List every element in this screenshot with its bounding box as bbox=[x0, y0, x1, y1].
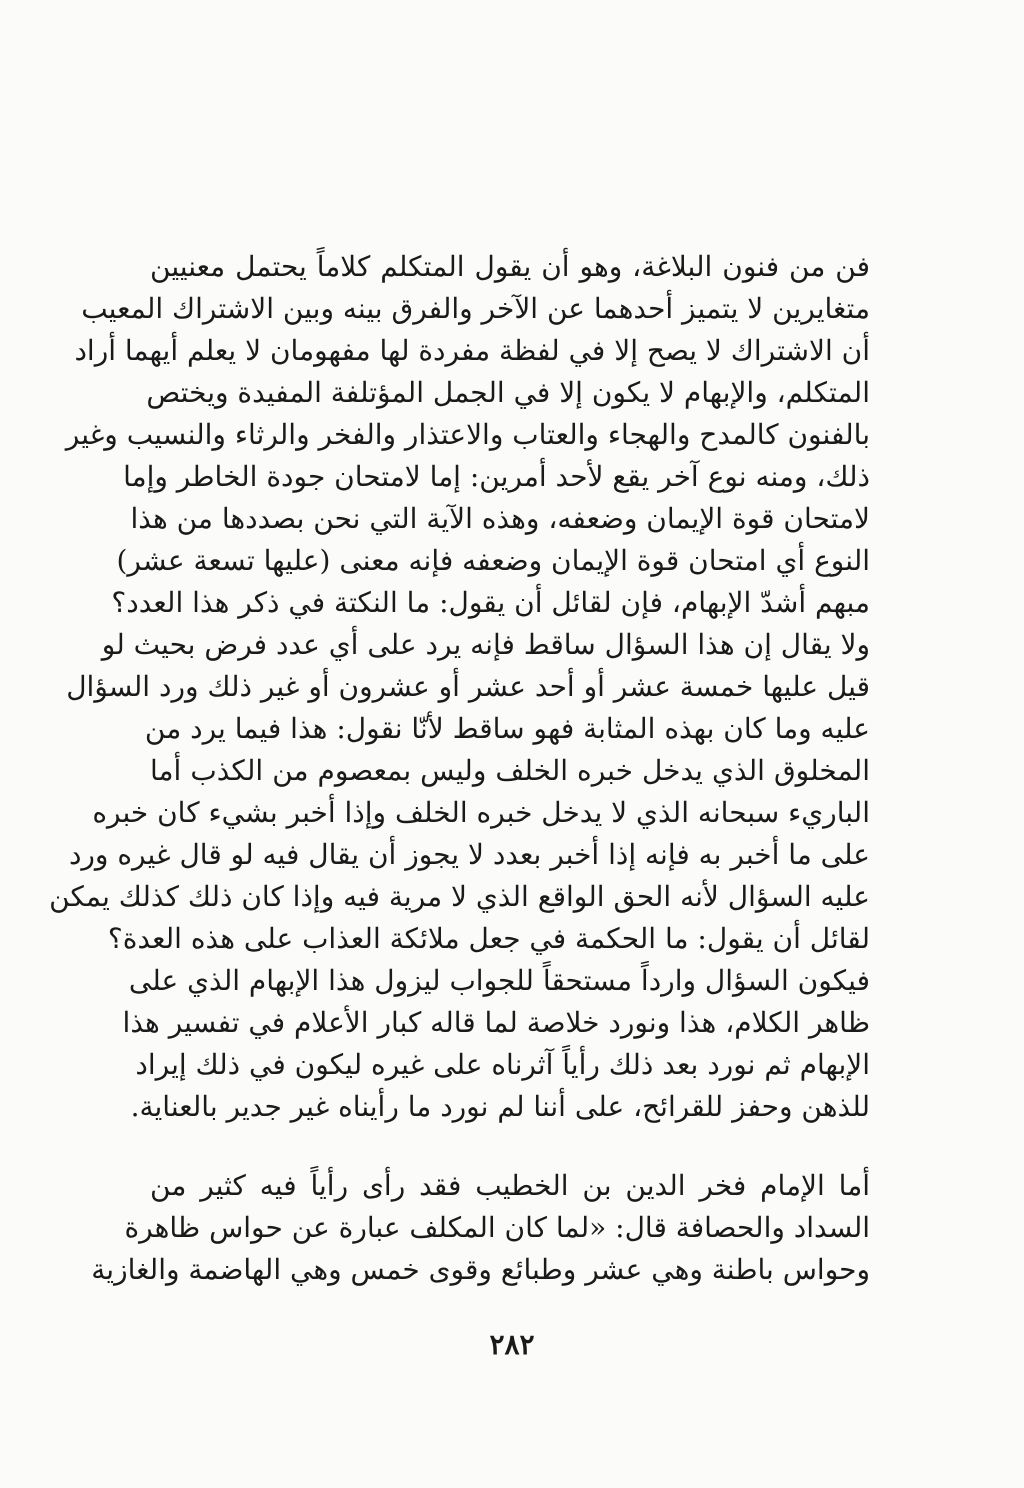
text-line: لامتحان قوة الإيمان وضعفه، وهذه الآية التي نحن بصددها من هذا bbox=[130, 502, 870, 535]
text-line: فيكون السؤال وارداً مستحقاً للجواب ليزول هذا الإبهام الذي على bbox=[128, 964, 870, 997]
text-line: ولا يقال إن هذا السؤال ساقط فإنه يرد على أي عدد فرض بحيث لو bbox=[101, 628, 870, 661]
text-line: النوع أي امتحان قوة الإيمان وضعفه فإنه معنى (عليها تسعة عشر) bbox=[116, 544, 870, 577]
text-line: السداد والحصافة قال: «لما كان المكلف عبارة عن حواس ظاهرة bbox=[124, 1211, 870, 1244]
text-line: المتكلم، والإبهام لا يكون إلا في الجمل المؤتلفة المفيدة ويختص bbox=[146, 376, 870, 409]
text-line: متغايرين لا يتميز أحدهما عن الآخر والفرق بينه وبين الاشتراك المعيب bbox=[81, 292, 870, 325]
text-line: على ما أخبر به فإنه إذا أخبر بعدد لا يجوز أن يقال فيه لو قال غيره ورد bbox=[68, 838, 870, 871]
page-number: ٢٨٢ bbox=[489, 1328, 535, 1361]
text-line: عليه السؤال لأنه الحق الواقع الذي لا مرية فيه وإذا كان ذلك كذلك يمكن bbox=[49, 880, 870, 913]
paragraph-1 bbox=[49, 246, 870, 1128]
text-line: وحواس باطنة وهي عشر وطبائع وقوى خمس وهي الهاضمة والغازية bbox=[91, 1253, 870, 1286]
text-line: مبهم أشدّ الإبهام، فإن لقائل أن يقول: ما النكتة في ذكر هذا العدد؟ bbox=[111, 586, 870, 619]
text-line: المخلوق الذي يدخل خبره الخلف وليس بمعصوم من الكذب أما bbox=[150, 754, 870, 787]
text-line: بالفنون كالمدح والهجاء والعتاب والاعتذار والفخر والرثاء والنسيب وغير bbox=[65, 418, 870, 451]
text-line: الإبهام ثم نورد بعد ذلك رأياً آثرناه على غيره ليكون في ذلك إيراد bbox=[135, 1048, 870, 1081]
text-line: ظاهر الكلام، هذا ونورد خلاصة لما قاله كبار الأعلام في تفسير هذا bbox=[122, 1006, 870, 1039]
text-line: فن من فنون البلاغة، وهو أن يقول المتكلم كلاماً يحتمل معنيين bbox=[150, 250, 870, 283]
text-line: أن الاشتراك لا يصح إلا في لفظة مفردة لها مفهومان لا يعلم أيهما أراد bbox=[74, 334, 870, 367]
text-line: عليه وما كان بهذه المثابة فهو ساقط لأنّا نقول: هذا فيما يرد من bbox=[144, 712, 870, 745]
text-line: أما الإمام فخر الدين بن الخطيب فقد رأى رأياً فيه كثير من bbox=[150, 1169, 870, 1202]
paragraph-2 bbox=[91, 1165, 870, 1291]
text-line: الباريء سبحانه الذي لا يدخل خبره الخلف وإذا أخبر بشيء كان خبره bbox=[92, 796, 870, 829]
text-line: قيل عليها خمسة عشر أو أحد عشر أو عشرون أو غير ذلك ورد السؤال bbox=[66, 670, 870, 703]
text-line: للذهن وحفز للقرائح، على أننا لم نورد ما رأيناه غير جدير بالعناية. bbox=[130, 1090, 870, 1123]
text-line: لقائل أن يقول: ما الحكمة في جعل ملائكة العذاب على هذه العدة؟ bbox=[107, 922, 870, 955]
text-line: ذلك، ومنه نوع آخر يقع لأحد أمرين: إما لامتحان جودة الخاطر وإما bbox=[123, 460, 870, 493]
